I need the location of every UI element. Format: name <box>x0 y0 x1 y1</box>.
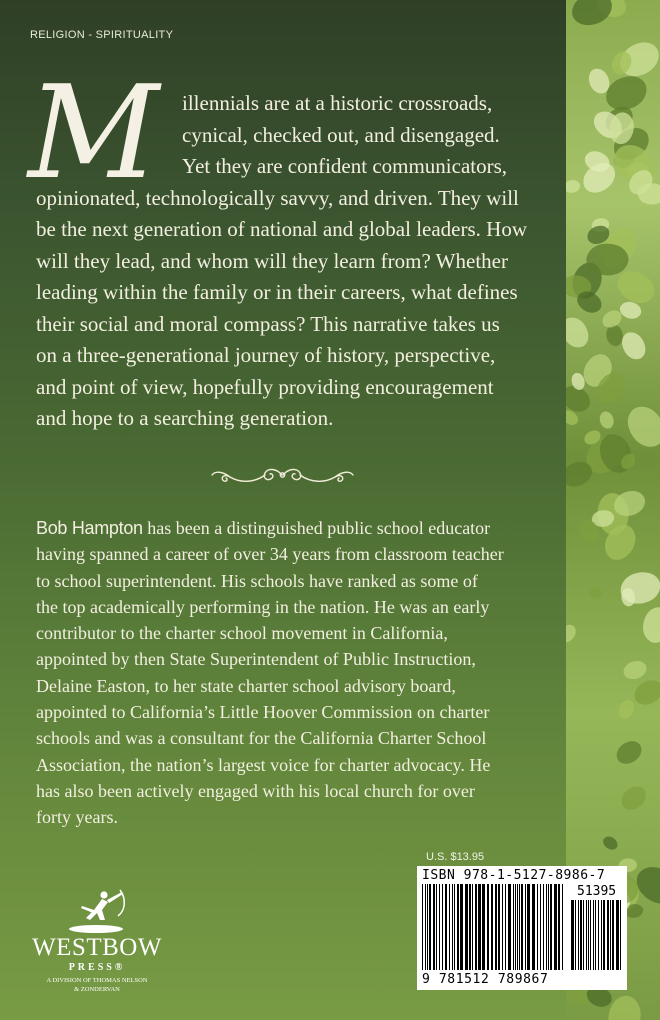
leaf-shape <box>613 739 643 766</box>
barcode-bar <box>578 900 579 970</box>
isbn-text: ISBN 978-1-5127-8986-7 <box>422 868 606 883</box>
barcode-bar <box>436 884 437 970</box>
publisher-logo <box>22 888 172 1013</box>
barcode-bar <box>502 884 503 970</box>
barcode-bar <box>543 884 544 970</box>
barcode-bar <box>442 884 443 970</box>
publisher-division <box>22 976 172 994</box>
barcode-bar <box>616 900 619 970</box>
leaf-shape <box>600 411 614 429</box>
leaf-shape <box>632 679 660 708</box>
blurb-line: be the next generation of national and global leaders. How <box>36 217 527 241</box>
leaf-shape <box>620 570 660 605</box>
barcode-bar <box>517 884 518 970</box>
barcode-bar <box>469 884 471 970</box>
barcode-bar <box>532 884 535 970</box>
barcode-bar <box>475 884 477 970</box>
blurb-line: opinionated, technologically savvy, and driven. They will <box>36 185 519 210</box>
barcode-bar <box>586 900 587 970</box>
bio-line: has also been actively engaged with his local church for over <box>36 780 475 801</box>
bio-line: appointed to California’s Little Hoover Commission on charter <box>36 702 490 723</box>
barcode-bar <box>601 900 602 970</box>
blurb-line: their social and moral compass? This narrative takes us <box>36 311 500 336</box>
leaf-shape <box>566 179 581 195</box>
blurb-line: cynical, checked out, and disengaged. <box>182 122 500 147</box>
barcode-bar <box>478 884 481 970</box>
barcode-bar <box>550 884 552 970</box>
barcode-bar <box>498 884 500 970</box>
barcode-bar <box>495 884 497 970</box>
barcode-bar <box>460 884 463 970</box>
bio-line: Delaine Easton, to her state charter school advisory board, <box>36 675 456 696</box>
publisher-press: PRESS® <box>68 962 126 973</box>
barcode-bar <box>558 884 560 970</box>
leaf-shape <box>635 603 660 648</box>
leaf-shape <box>623 660 646 678</box>
barcode-bar <box>583 900 584 970</box>
leaf-shape <box>601 834 619 853</box>
barcode-bar <box>521 884 523 970</box>
westbow-archer-icon <box>64 888 128 934</box>
barcode-bar <box>449 884 450 970</box>
barcode-bar <box>540 884 541 970</box>
barcode-bar <box>580 900 582 970</box>
author-bio <box>36 515 561 831</box>
addon-barcode-bars <box>571 900 621 970</box>
barcode-bar <box>465 884 468 970</box>
barcode-bar <box>546 884 547 970</box>
barcode-bar <box>427 884 428 970</box>
barcode-bar <box>525 884 526 970</box>
blurb-line: and point of view, hopefully providing encouragement <box>36 374 494 399</box>
leaf-shape <box>586 585 604 602</box>
barcode-bar <box>454 884 455 970</box>
barcode-bar <box>519 884 520 970</box>
barcode-bar <box>491 884 493 970</box>
barcode-bar <box>515 884 516 970</box>
barcode-bar <box>425 884 426 970</box>
bio-line: schools and was a consultant for the California Charter School <box>36 728 487 749</box>
barcode-bar <box>607 900 609 970</box>
barcode-bar <box>429 884 431 970</box>
bio-line: forty years. <box>36 807 118 828</box>
blurb-line: Yet they are confident communicators, <box>182 154 508 178</box>
leaf-shape <box>566 622 580 645</box>
leaf-shape <box>566 315 591 350</box>
barcode-bar <box>548 884 549 970</box>
barcode-bar <box>513 884 514 970</box>
barcode-bar <box>537 884 538 970</box>
bio-line: has been a distinguished public school educator <box>142 518 491 538</box>
blurb-line: on a three-generational journey of history, perspective, <box>36 343 496 367</box>
blurb-line: leading within the family or in their careers, what defines <box>36 280 518 304</box>
leaf-shape <box>571 0 612 26</box>
bio-line: to school superintendent. His schools have ranked as some of <box>36 570 478 591</box>
price-addon-text: 51395 <box>577 884 617 899</box>
barcode-bar <box>612 900 614 970</box>
barcode-bar <box>433 884 435 970</box>
division-line-2: & ZONDERVAN <box>74 986 120 993</box>
ean-text: 9 781512 789867 <box>422 972 549 987</box>
blurb-text <box>36 88 564 435</box>
bio-line: appointed by then State Superintendent of Public Instruction, <box>36 649 476 670</box>
leaf-shape <box>618 784 649 812</box>
barcode-bar <box>571 900 574 970</box>
isbn-barcode <box>417 866 627 990</box>
barcode-bar <box>508 884 511 970</box>
barcode-bar <box>590 900 591 970</box>
blurb-line: will they lead, and whom will they learn from? Whether <box>36 248 508 273</box>
barcode-bar <box>598 900 599 970</box>
barcode-bar <box>595 900 596 970</box>
drop-cap: M <box>28 59 160 208</box>
price-label: U.S. $13.95 <box>426 851 485 863</box>
bio-line: the top academically performing in the nation. He was an early <box>36 596 490 617</box>
barcode-bar <box>588 900 589 970</box>
bio-line: having spanned a career of over 34 years from classroom teacher <box>36 544 504 565</box>
barcode-bar <box>527 884 530 970</box>
flourish-divider-icon <box>210 459 355 491</box>
leaf-shape <box>620 330 647 362</box>
barcode-bar <box>603 900 605 970</box>
barcode-bar <box>452 884 453 970</box>
barcode-bar <box>505 884 506 970</box>
blurb-line: and hope to a searching generation. <box>36 406 334 430</box>
division-line-1: A DIVISION OF THOMAS NELSON <box>46 977 148 984</box>
barcode-bar <box>487 884 489 970</box>
blurb-line: illennials are at a historic crossroads, <box>182 91 493 115</box>
category-label: RELIGION - SPIRITUALITY <box>30 29 174 41</box>
barcode-bar <box>439 884 440 970</box>
barcode-bar <box>562 884 563 970</box>
leaf-shape <box>614 491 646 516</box>
publisher-name: WESTBOW <box>32 934 162 961</box>
bio-line: contributor to the charter school movement in California, <box>36 623 448 644</box>
barcode-bar <box>445 884 447 970</box>
barcode-bars <box>422 884 564 970</box>
barcode-bar <box>472 884 473 970</box>
barcode-bar <box>610 900 611 970</box>
leaf-shape <box>625 402 660 452</box>
barcode-bar <box>457 884 459 970</box>
barcode-bar <box>575 900 576 970</box>
barcode-bar <box>482 884 485 970</box>
author-name: Bob Hampton <box>36 518 143 538</box>
leaf-shape <box>615 697 639 721</box>
leaf-shape <box>604 75 648 112</box>
barcode-bar <box>422 884 423 970</box>
barcode-bar <box>620 900 621 970</box>
bio-line: Association, the nation’s largest voice for charter advocacy. He <box>36 754 491 775</box>
barcode-bar <box>593 900 594 970</box>
barcode-bar <box>554 884 557 970</box>
